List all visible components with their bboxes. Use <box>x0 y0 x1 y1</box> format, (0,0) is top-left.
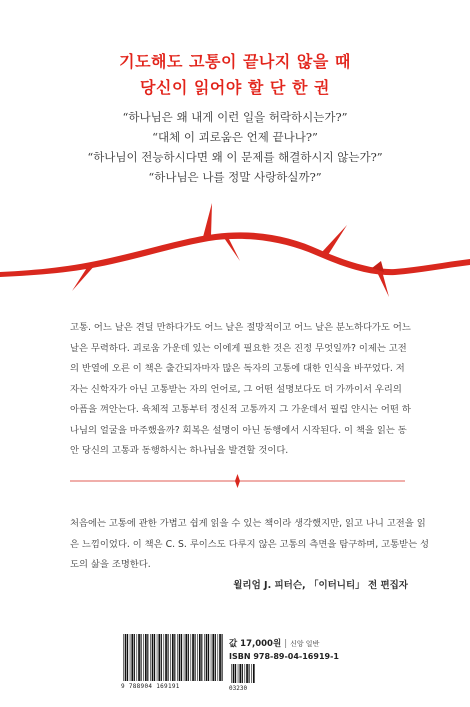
barcode-bar <box>127 634 128 681</box>
barcode-bar <box>179 634 181 681</box>
thorn <box>203 203 212 237</box>
barcode-bar <box>199 634 201 681</box>
barcode-bar <box>158 634 160 681</box>
endorsement-line: 은 느낌이었다. 이 책은 C. S. 루이스도 다루지 않은 고통의 측면을 탐구하며, 고통받는 성 <box>70 538 429 550</box>
barcode-bar <box>154 634 155 681</box>
barcode-bar <box>233 664 235 683</box>
barcode-bar <box>215 634 216 681</box>
category: 신앙 일반 <box>290 640 320 648</box>
barcode-bar <box>165 634 167 681</box>
barcode-bar <box>143 634 144 681</box>
quote-line: “하나님은 나를 정말 사랑하실까?” <box>148 170 322 184</box>
barcode-bar <box>231 664 232 683</box>
barcode-bar <box>208 634 209 681</box>
headline-line-1: 기도해도 고통이 끝나지 않을 때 <box>119 52 351 71</box>
barcode-bar <box>212 634 214 681</box>
endorsement <box>70 514 429 576</box>
barcode-bar <box>201 634 202 681</box>
description-line: 아픔을 껴안는다. 육체적 고통부터 정신적 고통까지 그 가운데서 필립 얀시는 어떤 하 <box>70 404 411 415</box>
barcode-bar <box>219 634 221 681</box>
barcode-bar <box>249 664 250 683</box>
barcode-bar <box>172 634 174 681</box>
description-line: 자는 신학자가 아닌 고통받는 자의 언어로, 그 어떤 설명보다도 더 가까이서 우리의 <box>70 383 402 395</box>
barcode-bar <box>152 634 154 681</box>
barcode-bar <box>195 634 196 681</box>
barcode-bar <box>147 634 148 681</box>
barcode-bar <box>235 664 236 683</box>
description-paragraph <box>70 318 411 462</box>
barcode-bar <box>192 634 194 681</box>
barcode-bar <box>206 634 208 681</box>
price-line: 값 17,000원 | 신앙 일반 <box>229 639 320 649</box>
endorsement-author: 윌리엄 J. 피터슨, 「이터니티」 전 편집자 <box>233 580 408 591</box>
barcode-bar <box>150 634 151 681</box>
barcode-bar <box>184 634 185 681</box>
barcode-bar <box>170 634 171 681</box>
quote-line: “대체 이 괴로움은 언제 끝나나?” <box>152 130 318 144</box>
thorn-branch-illustration <box>0 195 470 310</box>
barcode-bar <box>238 664 239 683</box>
barcode-digits: 9 788904 169191 <box>121 683 180 690</box>
description-line: 의 반열에 오른 이 책은 출간되자마자 많은 독자의 고통에 대한 인식을 바꾸었다. 저 <box>70 363 405 374</box>
quote-line: “하나님이 전능하시다면 왜 이 문제를 해결하시지 않는가?” <box>87 150 383 164</box>
barcode-bar <box>131 634 133 681</box>
barcode-bar <box>130 634 131 681</box>
barcode-bar <box>218 634 219 681</box>
barcode-bar <box>246 664 248 683</box>
barcode-bar <box>245 664 246 683</box>
barcode-bar <box>161 634 162 681</box>
description-line: 나님의 얼굴을 마주했을까? 회복은 설명이 아닌 동행에서 시작된다. 이 책을 읽는 동 <box>70 424 407 436</box>
barcode-bar <box>253 664 255 683</box>
quote-list <box>0 107 470 187</box>
barcode-bar <box>188 634 189 681</box>
endorsement-line: 처음에는 고통에 관한 가볍고 쉽게 읽을 수 있는 책이라 생각했지만, 읽고 나니 고전을 읽 <box>70 518 426 529</box>
barcode-bar <box>222 634 223 681</box>
isbn-number: ISBN 978-89-04-16919-1 <box>229 652 339 661</box>
barcode-bar <box>197 634 198 681</box>
addon-barcode <box>229 664 257 690</box>
barcode-bar <box>211 634 212 681</box>
barcode-bar <box>181 634 182 681</box>
barcode-bar <box>185 634 187 681</box>
barcode-bar <box>125 634 127 681</box>
endorsement-line: 도의 삶을 조명한다. <box>70 559 151 570</box>
barcode-bar <box>134 634 135 681</box>
description-line: 날은 무력하다. 괴로움 가운데 있는 이에게 필요한 것은 진정 무엇일까? 이제는 고전 <box>70 342 407 354</box>
barcode-bar <box>239 664 241 683</box>
barcode-bar <box>157 634 158 681</box>
description-line: 고통. 어느 날은 견딜 만하다가도 어느 날은 절망적이고 어느 날은 분노하다가도 어느 <box>70 322 411 333</box>
barcode-bar <box>168 634 169 681</box>
headline-line-2: 당신이 읽어야 할 단 한 권 <box>140 78 330 97</box>
quote-line: “하나님은 왜 내게 이런 일을 허락하시는가?” <box>122 110 348 124</box>
barcode-bar <box>145 634 147 681</box>
barcode-bar <box>177 634 178 681</box>
barcode-bar <box>174 634 175 681</box>
price: 값 17,000원 <box>229 639 282 649</box>
barcode-bars <box>121 634 225 684</box>
description-line: 안 당신의 고통과 동행하시는 하나님을 발견할 것이다. <box>70 445 289 456</box>
barcode-bar <box>141 634 142 681</box>
divider-thorn-icon <box>235 474 240 488</box>
addon-digits: 03230 <box>229 685 248 692</box>
barcode-bar <box>251 664 252 683</box>
addon-bars <box>229 664 257 684</box>
thorn-stem <box>0 232 470 277</box>
isbn-barcode <box>121 634 225 692</box>
thorn <box>322 225 347 255</box>
barcode-bar <box>191 634 192 681</box>
barcode-bar <box>164 634 165 681</box>
barcode-bar <box>123 634 124 681</box>
barcode-bar <box>138 634 140 681</box>
barcode-bar <box>242 664 243 683</box>
section-divider <box>70 474 405 488</box>
barcode-bar <box>204 634 205 681</box>
barcode-bar <box>137 634 138 681</box>
